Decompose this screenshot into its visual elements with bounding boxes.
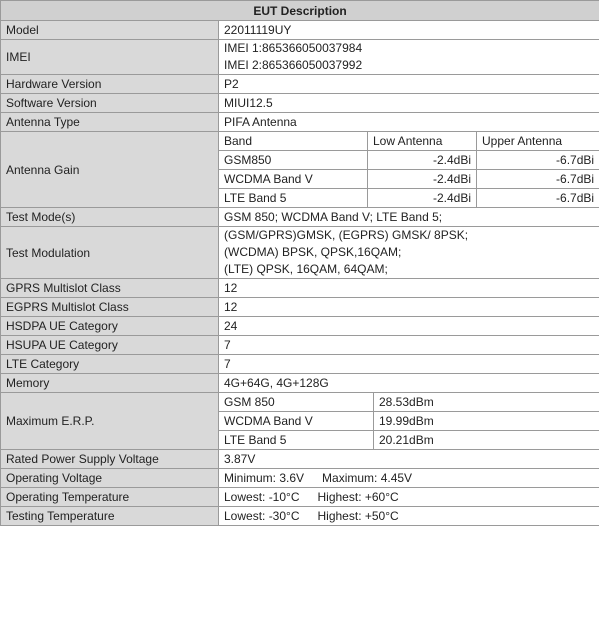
table-row-egprs-multislot: [1, 298, 599, 317]
table-row-hsupa: [1, 336, 599, 355]
row-label: Model: [1, 21, 219, 40]
table-title-row: [1, 1, 599, 21]
row-label: Antenna Gain: [1, 132, 219, 208]
table-row-operating-temp: [1, 488, 599, 507]
erp-value: 20.21dBm: [374, 431, 599, 450]
erp-band: LTE Band 5: [219, 431, 374, 450]
row-value: [219, 227, 599, 279]
voltage-max: Maximum: 4.45V: [322, 471, 413, 485]
row-label: Hardware Version: [1, 75, 219, 94]
gain-header-upper: Upper Antenna: [477, 132, 599, 151]
imei-2: IMEI 2:865366050037992: [224, 58, 363, 72]
row-label: Operating Voltage: [1, 469, 219, 488]
modulation-line: (LTE) QPSK, 16QAM, 64QAM;: [224, 262, 388, 276]
table-row-antenna-gain-header: [1, 132, 599, 151]
erp-value: 19.99dBm: [374, 412, 599, 431]
gain-low: -2.4dBi: [368, 170, 477, 189]
row-label: Test Mode(s): [1, 208, 219, 227]
erp-value: 28.53dBm: [374, 393, 599, 412]
table-row-imei: [1, 40, 599, 75]
row-label: Maximum E.R.P.: [1, 393, 219, 450]
table-row-antenna-type: [1, 113, 599, 132]
row-value: 12: [219, 298, 599, 317]
gain-upper: -6.7dBi: [477, 151, 599, 170]
gain-band: GSM850: [219, 151, 368, 170]
table-row-software: [1, 94, 599, 113]
row-label: GPRS Multislot Class: [1, 279, 219, 298]
erp-band: WCDMA Band V: [219, 412, 374, 431]
table-row-gprs-multislot: [1, 279, 599, 298]
row-label: Testing Temperature: [1, 507, 219, 526]
row-label: IMEI: [1, 40, 219, 75]
table-row-rated-voltage: [1, 450, 599, 469]
table-row-hardware: [1, 75, 599, 94]
row-label: Rated Power Supply Voltage: [1, 450, 219, 469]
row-value: 7: [219, 355, 599, 374]
table-row-memory: [1, 374, 599, 393]
row-value: 3.87V: [219, 450, 599, 469]
table-title: EUT Description: [1, 1, 599, 21]
row-label: Antenna Type: [1, 113, 219, 132]
erp-band: GSM 850: [219, 393, 374, 412]
gain-band: WCDMA Band V: [219, 170, 368, 189]
temp-highest: Highest: +60°C: [317, 490, 399, 504]
gain-low: -2.4dBi: [368, 189, 477, 208]
row-label: EGPRS Multislot Class: [1, 298, 219, 317]
row-value: 12: [219, 279, 599, 298]
temp-lowest: Lowest: -10°C: [224, 490, 300, 504]
row-label: Test Modulation: [1, 227, 219, 279]
temp-highest: Highest: +50°C: [317, 509, 399, 523]
gain-header-low: Low Antenna: [368, 132, 477, 151]
table-row-max-erp: [1, 393, 599, 412]
row-value: [219, 469, 599, 488]
row-label: Software Version: [1, 94, 219, 113]
gain-low: -2.4dBi: [368, 151, 477, 170]
row-value: [219, 40, 599, 75]
table-row-model: [1, 21, 599, 40]
gain-header-band: Band: [219, 132, 368, 151]
voltage-min: Minimum: 3.6V: [224, 471, 305, 485]
row-label: Operating Temperature: [1, 488, 219, 507]
modulation-line: (GSM/GPRS)GMSK, (EGPRS) GMSK/ 8PSK;: [224, 228, 469, 242]
row-label: LTE Category: [1, 355, 219, 374]
table-row-test-modes: [1, 208, 599, 227]
row-label: HSDPA UE Category: [1, 317, 219, 336]
table-row-lte-category: [1, 355, 599, 374]
temp-lowest: Lowest: -30°C: [224, 509, 300, 523]
row-value: 22011119UY: [219, 21, 599, 40]
row-value: P2: [219, 75, 599, 94]
modulation-line: (WCDMA) BPSK, QPSK,16QAM;: [224, 245, 402, 259]
imei-1: IMEI 1:865366050037984: [224, 41, 363, 55]
row-value: 4G+64G, 4G+128G: [219, 374, 599, 393]
gain-upper: -6.7dBi: [477, 170, 599, 189]
row-value: 24: [219, 317, 599, 336]
table-row-operating-voltage: [1, 469, 599, 488]
row-label: Memory: [1, 374, 219, 393]
row-value: 7: [219, 336, 599, 355]
row-value: [219, 488, 599, 507]
row-value: GSM 850; WCDMA Band V; LTE Band 5;: [219, 208, 599, 227]
row-label: HSUPA UE Category: [1, 336, 219, 355]
table-row-hsdpa: [1, 317, 599, 336]
gain-band: LTE Band 5: [219, 189, 368, 208]
row-value: PIFA Antenna: [219, 113, 599, 132]
table-row-testing-temp: [1, 507, 599, 526]
table-row-test-modulation: [1, 227, 599, 279]
gain-upper: -6.7dBi: [477, 189, 599, 208]
row-value: MIUI12.5: [219, 94, 599, 113]
row-value: [219, 507, 599, 526]
